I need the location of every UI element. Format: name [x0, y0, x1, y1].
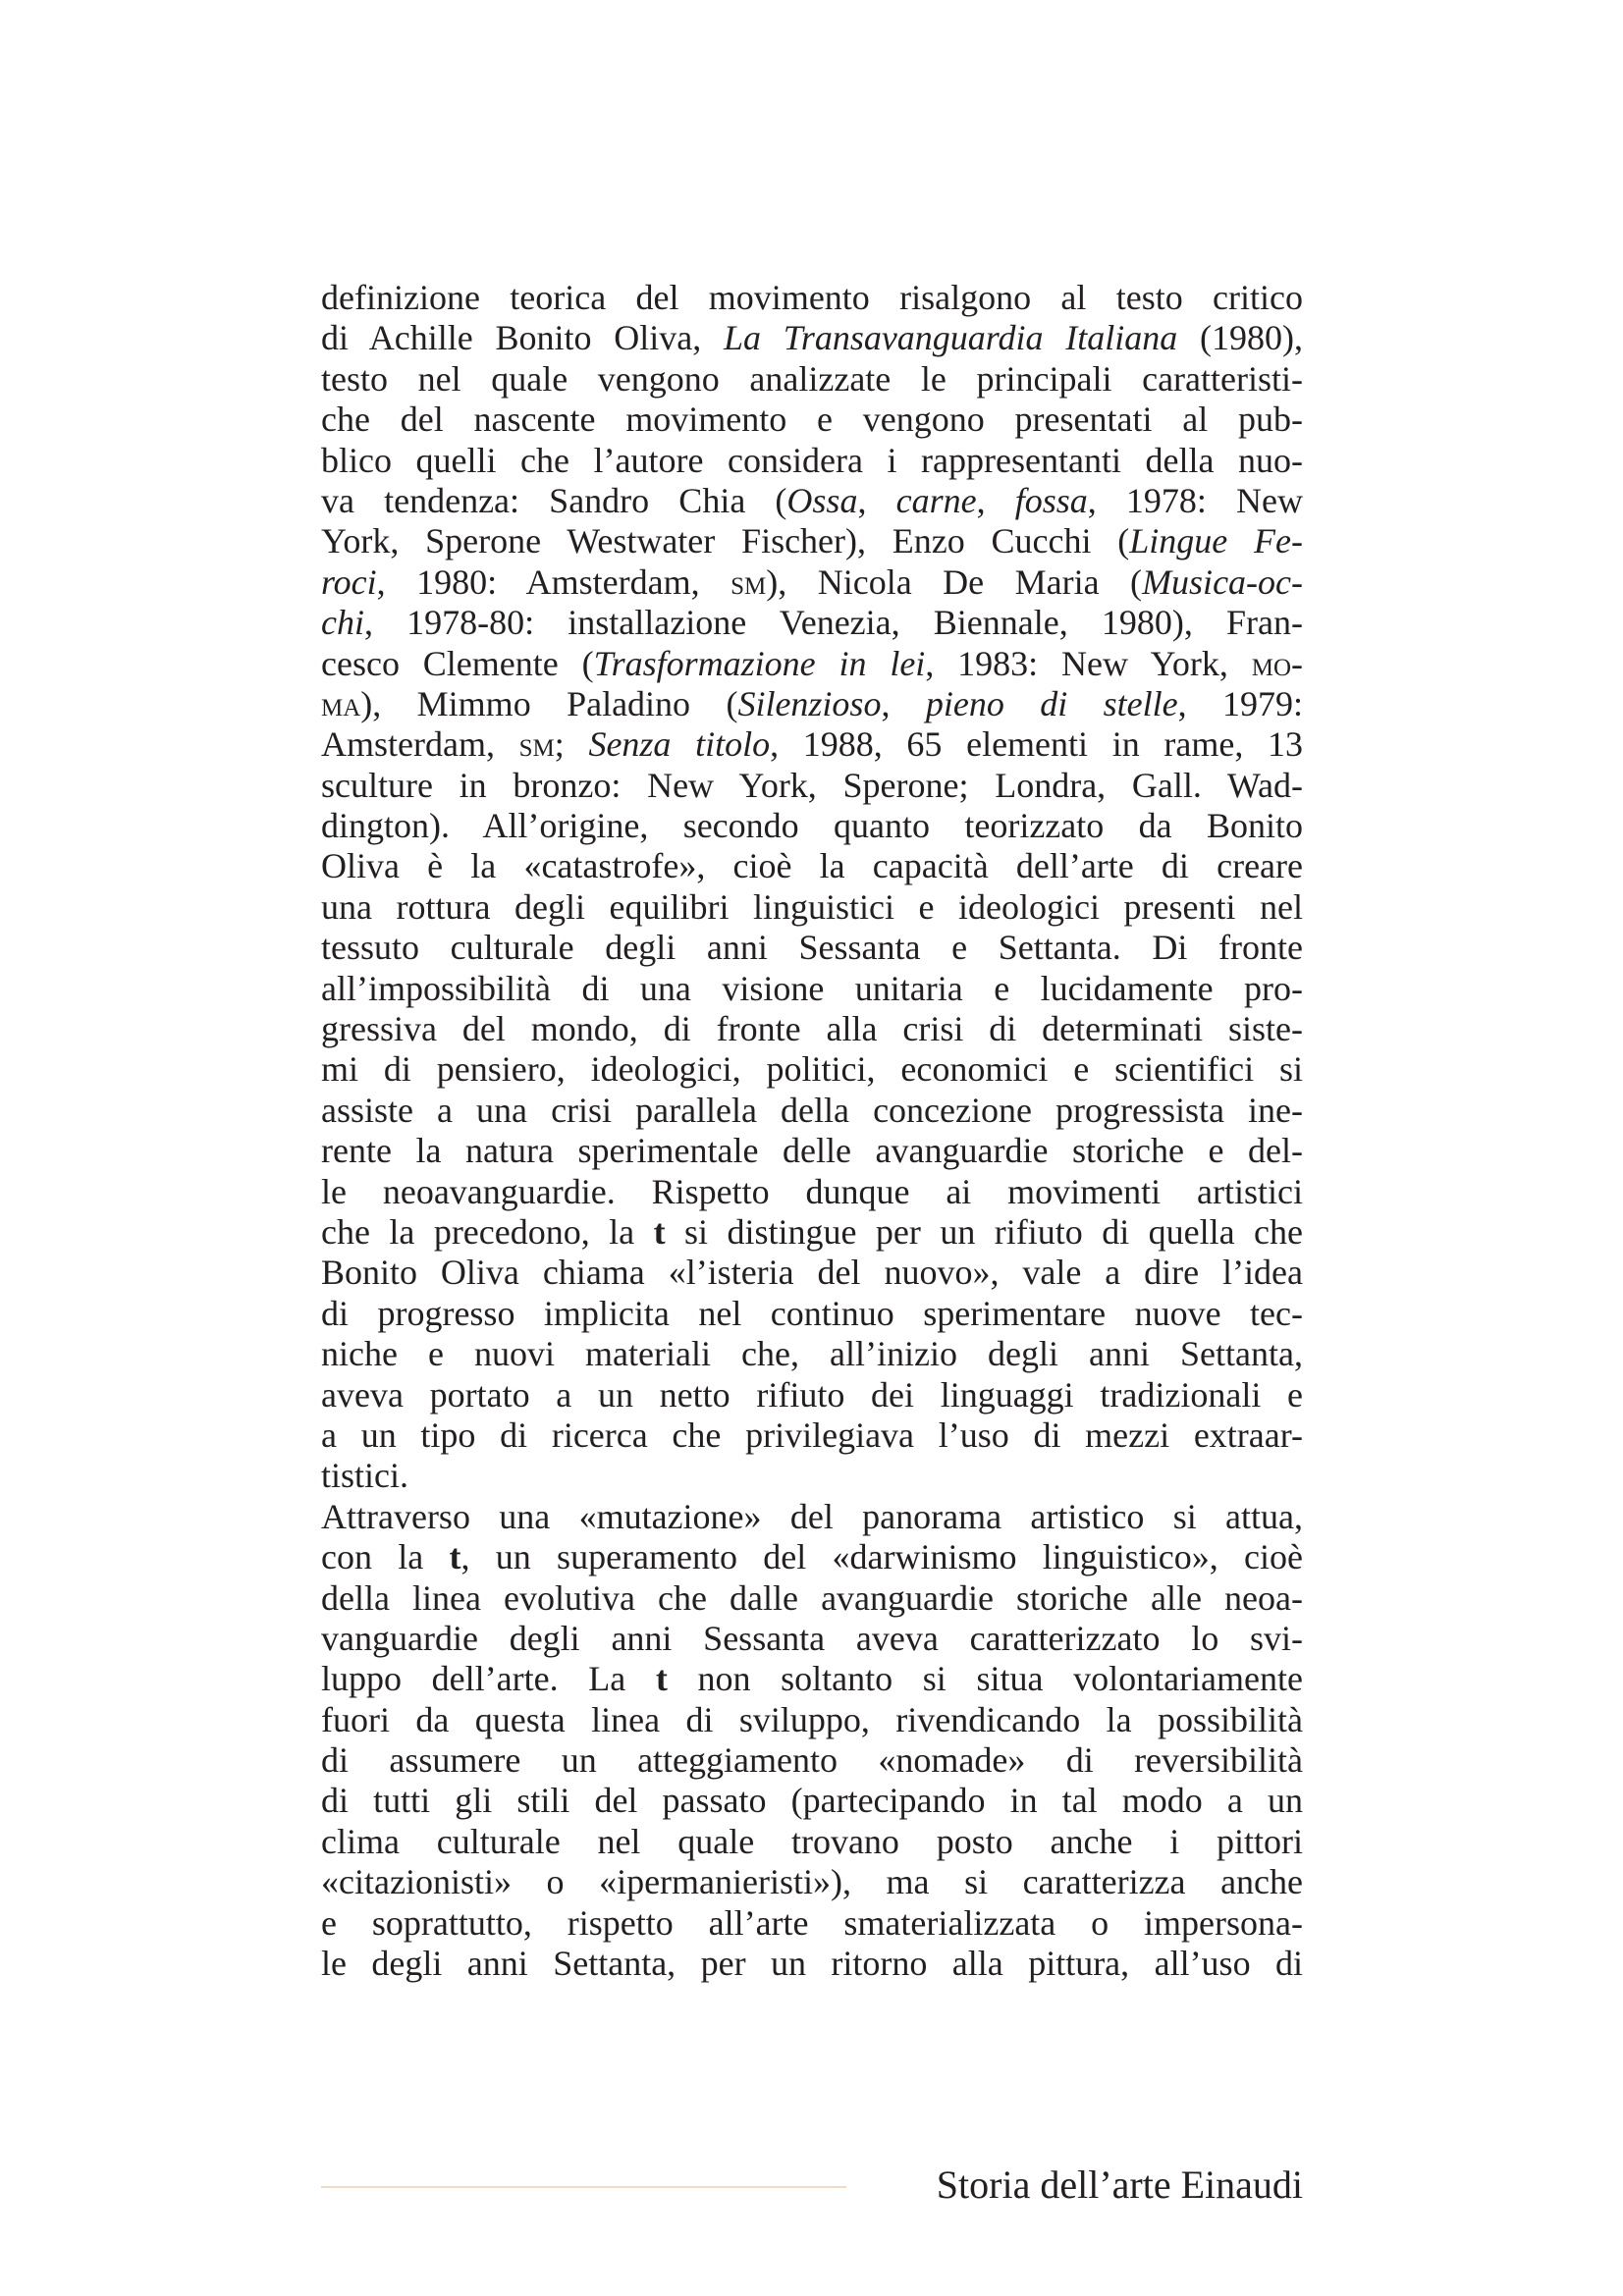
text-line: luppo dell’arte. La t non soltanto si situa volontariamente	[321, 1659, 1303, 1699]
text-line: mi di pensiero, ideologici, politici, economici e scientifici si	[321, 1049, 1303, 1090]
text-line: Bonito Oliva chiama «l’isteria del nuovo», vale a dire l’idea	[321, 1253, 1303, 1293]
text-line: «citazionisti» o «ipermanieristi»), ma si caratterizza anche	[321, 1862, 1303, 1902]
text-line: York, Sperone Westwater Fischer), Enzo Cucchi (Lingue Fe-	[321, 521, 1303, 561]
text-line: definizione teorica del movimento risalgono al testo critico	[321, 278, 1303, 317]
text-line: di Achille Bonito Oliva, La Transavanguardia Italiana (1980),	[321, 318, 1303, 358]
text-line: niche e nuovi materiali che, all’inizio degli anni Settanta,	[321, 1334, 1303, 1374]
text-line: clima culturale nel quale trovano posto anche i pittori	[321, 1821, 1303, 1861]
text-line: vanguardie degli anni Sessanta aveva caratterizzato lo svi-	[321, 1618, 1303, 1658]
text-line: gressiva del mondo, di fronte alla crisi di determinati siste-	[321, 1009, 1303, 1049]
text-line: una rottura degli equilibri linguistici e ideologici presenti nel	[321, 886, 1303, 927]
text-line: testo nel quale vengono analizzate le principali caratteristi-	[321, 358, 1303, 399]
text-line: di tutti gli stili del passato (partecipando in tal modo a un	[321, 1781, 1303, 1821]
text-line: e soprattutto, rispetto all’arte smaterializzata o impersona-	[321, 1902, 1303, 1943]
text-line: Attraverso una «mutazione» del panorama artistico si attua,	[321, 1496, 1303, 1536]
text-line: dington). All’origine, secondo quanto teorizzato da Bonito	[321, 806, 1303, 846]
text-line: va tendenza: Sandro Chia (Ossa, carne, fossa, 1978: New	[321, 480, 1303, 520]
footer-rule	[321, 2186, 846, 2188]
text-line: che del nascente movimento e vengono presentati al pub-	[321, 400, 1303, 440]
text-line: ma), Mimmo Paladino (Silenzioso, pieno di stelle, 1979:	[321, 683, 1303, 723]
text-line: Oliva è la «catastrofe», cioè la capacità dell’arte di creare	[321, 846, 1303, 886]
text-line: assiste a una crisi parallela della concezione progressista ine-	[321, 1090, 1303, 1130]
text-line: che la precedono, la t si distingue per un rifiuto di quella che	[321, 1211, 1304, 1252]
text-line: le degli anni Settanta, per un ritorno alla pittura, all’uso di	[321, 1944, 1303, 1984]
text-line: della linea evolutiva che dalle avanguardie storiche alle neoa-	[321, 1577, 1303, 1618]
text-line: all’impossibilità di una visione unitaria e lucidamente pro-	[321, 968, 1303, 1008]
text-line: tistici.	[321, 1456, 408, 1496]
text-line: a un tipo di ricerca che privilegiava l’uso di mezzi extraar-	[321, 1415, 1303, 1455]
text-line: fuori da questa linea di sviluppo, rivendicando la possibilità	[321, 1699, 1303, 1739]
text-line: di assumere un atteggiamento «nomade» di reversibilità	[321, 1740, 1303, 1781]
text-line: aveva portato a un netto rifiuto dei linguaggi tradizionali e	[321, 1374, 1303, 1415]
text-line: di progresso implicita nel continuo sperimentare nuove tec-	[321, 1293, 1303, 1333]
text-line: tessuto culturale degli anni Sessanta e Settanta. Di fronte	[321, 928, 1303, 968]
text-line: le neoavanguardie. Rispetto dunque ai movimenti artistici	[321, 1171, 1303, 1211]
text-line: con la t, un superamento del «darwinismo linguistico», cioè	[321, 1537, 1303, 1577]
body-text	[321, 278, 1303, 1984]
text-line: blico quelli che l’autore considera i rappresentanti della nuo-	[321, 440, 1303, 480]
text-line: Amsterdam, sm; Senza titolo, 1988, 65 elementi in rame, 13	[321, 724, 1303, 765]
text-line: cesco Clemente (Trasformazione in lei, 1983: New York, mo-	[321, 643, 1303, 683]
text-line: sculture in bronzo: New York, Sperone; Londra, Gall. Wad-	[321, 765, 1303, 805]
text-line: rente la natura sperimentale delle avanguardie storiche e del-	[321, 1131, 1303, 1171]
text-line: chi, 1978-80: installazione Venezia, Biennale, 1980), Fran-	[321, 603, 1303, 643]
text-line: roci, 1980: Amsterdam, sm), Nicola De Maria (Musica-oc-	[321, 561, 1303, 602]
footer-title: Storia dell’arte Einaudi	[936, 2163, 1303, 2207]
